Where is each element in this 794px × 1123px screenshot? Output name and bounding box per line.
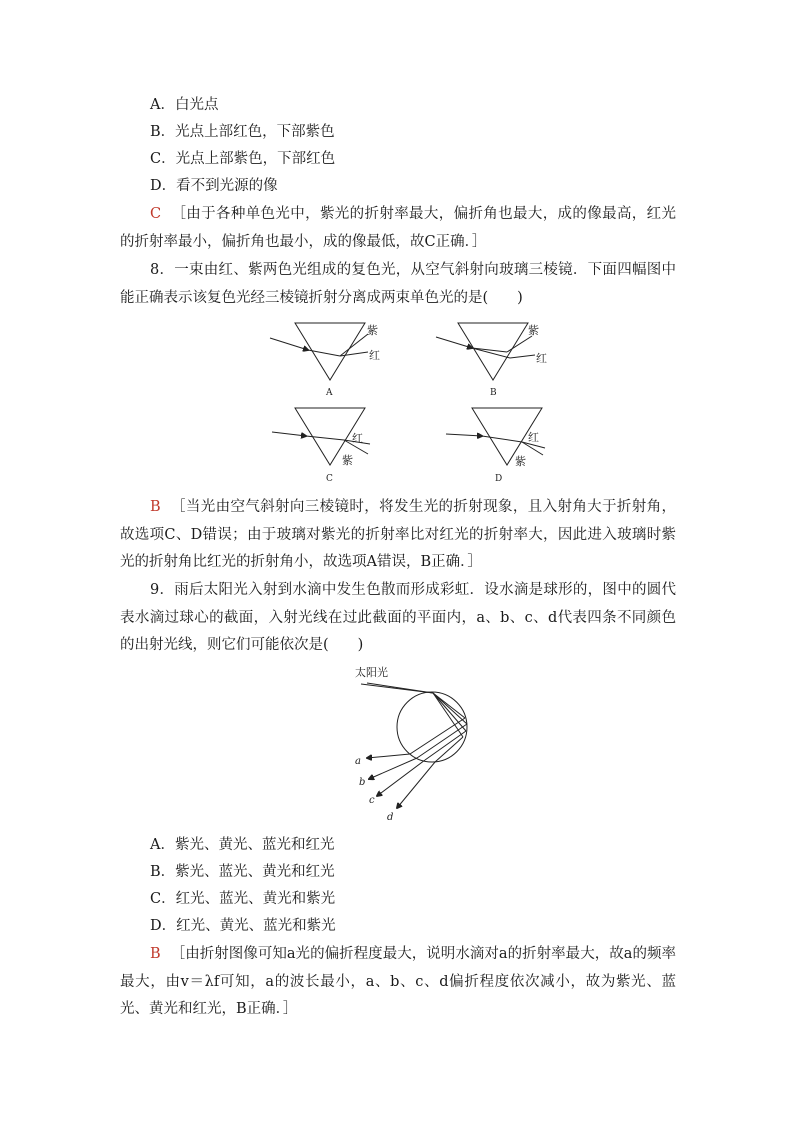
q8-panel-b-bottom-label: 红 (536, 352, 547, 365)
q8-panel-d-bottom-label: 紫 (515, 455, 526, 468)
q8-panel-c-label: C (326, 474, 333, 484)
q7-option-b: B．光点上部红色，下部紫色 (150, 124, 335, 140)
q9-option-d: D．红光、黄光、蓝光和紫光 (150, 918, 336, 934)
q8-panel-d-top-label: 红 (528, 431, 539, 444)
q7-option-a: A．白光点 (150, 97, 219, 113)
q9-answer (120, 941, 676, 1024)
q9-explanation: ［由折射图像可知a光的偏折程度最大，说明水滴对a的折射率最大，故a的频率最大，由v＝λf可知，a的波长最小，a、b、c、d偏折程度依次减小，故为紫光、蓝光、黄光和红光，B正确．］ (120, 946, 676, 1017)
q8-panel-a-label: A (326, 388, 333, 398)
q7-explanation: ［由于各种单色光中，紫光的折射率最大，偏折角也最大，成的像最高，红光的折射率最小，偏折角也最小，成的像最低，故C正确．］ (120, 206, 676, 250)
q9-ray-a (367, 754, 410, 758)
q9-option-a: A．紫光、黄光、蓝光和红光 (150, 837, 335, 853)
q9-stem: 9．雨后太阳光入射到水滴中发生色散而形成彩虹．设水滴是球形的，图中的圆代表水滴过球心的截面，入射光线在过此截面的平面内，a、b、c、d代表四条不同颜色的出射光线，则它们可能依次是( ) (120, 582, 676, 653)
q8-panel-d-label: D (495, 474, 503, 484)
q8-panel-a (270, 323, 380, 398)
q8-panel-a-bottom-label: 红 (369, 349, 380, 362)
q9-ray-b-label: b (359, 777, 366, 788)
q8-panel-c-bottom-label: 紫 (342, 454, 353, 467)
q8-stem: 8．一束由红、紫两色光组成的复色光，从空气斜射向玻璃三棱镜．下面四幅图中能正确表示该复色光经三棱镜折射分离成两束单色光的是( ) (120, 262, 676, 306)
q8-panel-b (436, 323, 547, 398)
q9-ray-a-label: a (355, 756, 361, 767)
q8-panel-b-top-label: 紫 (528, 324, 539, 337)
q7-option-d: D．看不到光源的像 (150, 178, 278, 194)
q9-ray-d (397, 762, 435, 808)
q8-answer (120, 494, 676, 577)
q8-panel-d (446, 408, 545, 484)
q8-answer-letter: B (150, 499, 161, 515)
q9-raindrop-figure (345, 662, 495, 824)
q9-answer-letter: B (150, 946, 161, 962)
q8-panel-b-label: B (490, 388, 497, 398)
q7-answer (120, 201, 676, 256)
q8-panel-a-top-label: 紫 (367, 324, 378, 337)
q7-answer-letter: C (150, 206, 162, 222)
q9-option-b: B．紫光、蓝光、黄光和红光 (150, 864, 335, 880)
q9-sun-label: 太阳光 (355, 666, 388, 679)
q9-option-c: C．红光、蓝光、黄光和紫光 (150, 891, 336, 907)
q9-ray-b (369, 758, 417, 779)
q9-ray-d-label: d (387, 812, 394, 823)
q7-option-c: C．光点上部紫色，下部红色 (150, 151, 336, 167)
q9-ray-c-label: c (369, 795, 375, 806)
q8-prism-figure (260, 318, 560, 493)
q8-panel-c-top-label: 红 (352, 432, 363, 445)
q8-panel-c (272, 408, 370, 484)
q8-explanation: ［当光由空气斜射向三棱镜时，将发生光的折射现象，且入射角大于折射角，故选项C、D错误；由于玻璃对紫光的折射率比对红光的折射率大，因此进入玻璃时紫光的折射角比红光的折射角小，故选项A错误，B正确．］ (120, 499, 676, 570)
